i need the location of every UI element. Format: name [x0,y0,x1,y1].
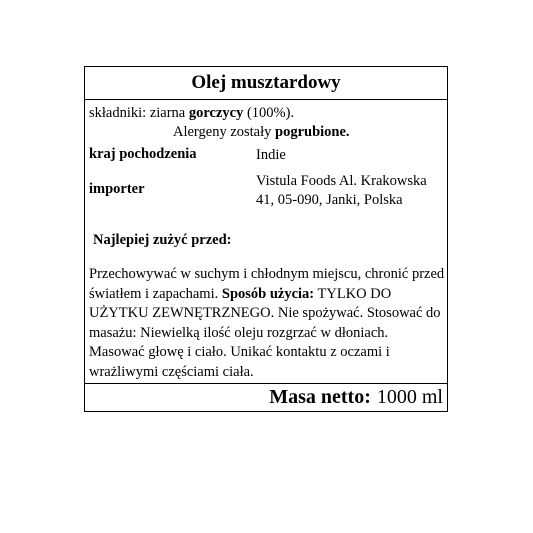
product-label [84,66,448,412]
allergen-note-bold: pogrubione. [275,124,350,140]
usage-text: TYLKO DO UŻYTKU ZEWNĘTRZNEGO. Nie spożywać. Stosować do masażu: Niewielką ilość oleju rozgrzać w dłoniach. Masować głowę i ciało. Unikać kontaktu z oczami i wrażliwymi częściami ciała. [89,285,441,380]
usage-label: Sposób użycia: [221,285,315,302]
allergen-note [173,124,350,141]
country-value: Indie [256,147,286,163]
product-title: Olej musztardowy [85,67,447,100]
country-label: kraj pochodzenia [89,146,197,162]
best-before-label: Najlepiej zużyć przed: [93,232,232,248]
storage-instructions [89,265,445,382]
importer-value: Vistula Foods Al. Krakowska 41, 05-090, Janki, Polska [256,173,427,208]
ingredients-prefix: składniki: ziarna [89,105,189,121]
net-weight-row [85,383,447,411]
importer-label: importer [89,181,145,197]
ingredients-bold: gorczycy [188,105,244,121]
ingredients-line [89,105,294,122]
storage-text: Przechowywać w suchym i chłodnym miejscu, chronić przed światłem i zapachami. [89,266,445,302]
ingredients-suffix: (100%). [243,105,295,121]
allergen-note-text: Alergeny zostały [173,124,276,140]
net-weight-label: Masa netto: [269,386,371,408]
net-weight-value: 1000 ml [376,386,443,408]
